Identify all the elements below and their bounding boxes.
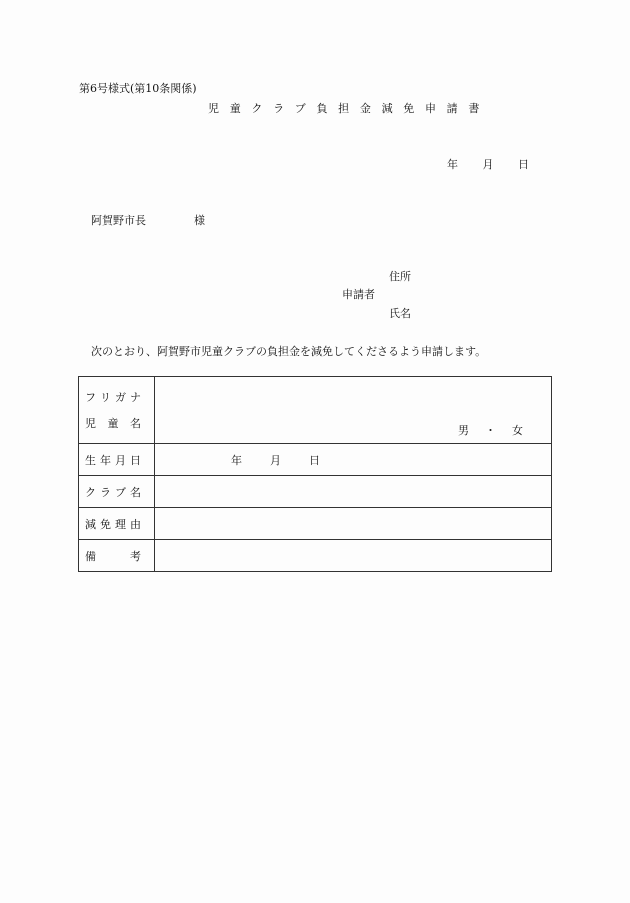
date-day-label: 日: [518, 158, 529, 171]
child-name-field[interactable]: [155, 377, 552, 444]
reason-label: 減 免 理 由: [85, 517, 141, 531]
form-number: 第6号様式(第10条関係): [79, 82, 197, 95]
birth-label: 生 年 月 日: [85, 453, 141, 467]
birth-year-label: 年: [231, 453, 242, 467]
child-name-label-cell: [79, 377, 155, 444]
birth-date-field[interactable]: [155, 444, 552, 476]
body-text: 次のとおり、阿賀野市児童クラブの負担金を減免してくださるよう申請します。: [91, 345, 487, 358]
addressee-name: 阿賀野市長: [91, 214, 146, 227]
table-row-child-name: [79, 377, 552, 444]
document-title: 児 童 ク ラ ブ 負 担 金 減 免 申 請 書: [208, 102, 483, 115]
gender-options: [458, 422, 523, 438]
gender-female[interactable]: 女: [512, 424, 523, 437]
remarks-label-cell: [79, 540, 155, 572]
club-label: ク ラ ブ 名: [85, 485, 141, 499]
birth-day-label: 日: [309, 453, 320, 467]
date-year-label: 年: [447, 158, 458, 171]
application-table: [78, 376, 552, 572]
birth-label-cell: [79, 444, 155, 476]
furigana-label: フ リ ガ ナ: [85, 391, 141, 404]
remarks-label: 備 考: [85, 549, 141, 563]
addressee: [91, 212, 205, 228]
club-label-cell: [79, 476, 155, 508]
addressee-honorific: 様: [194, 214, 205, 227]
name-label: 氏名: [389, 307, 411, 320]
gender-male[interactable]: 男: [458, 424, 469, 437]
gender-separator: ・: [485, 424, 496, 437]
reason-field[interactable]: [155, 508, 552, 540]
date-month-label: 月: [482, 158, 494, 171]
reason-label-cell: [79, 508, 155, 540]
applicant-label: 申請者: [342, 288, 375, 301]
date-line: [447, 156, 529, 172]
table-row-club: [79, 476, 552, 508]
remarks-field[interactable]: [155, 540, 552, 572]
birth-month-label: 月: [270, 453, 281, 467]
address-label: 住所: [389, 270, 411, 283]
table-row-reason: [79, 508, 552, 540]
club-name-field[interactable]: [155, 476, 552, 508]
child-name-label: 児 童 名: [85, 417, 141, 430]
table-row-remarks: [79, 540, 552, 572]
table-row-birth: [79, 444, 552, 476]
